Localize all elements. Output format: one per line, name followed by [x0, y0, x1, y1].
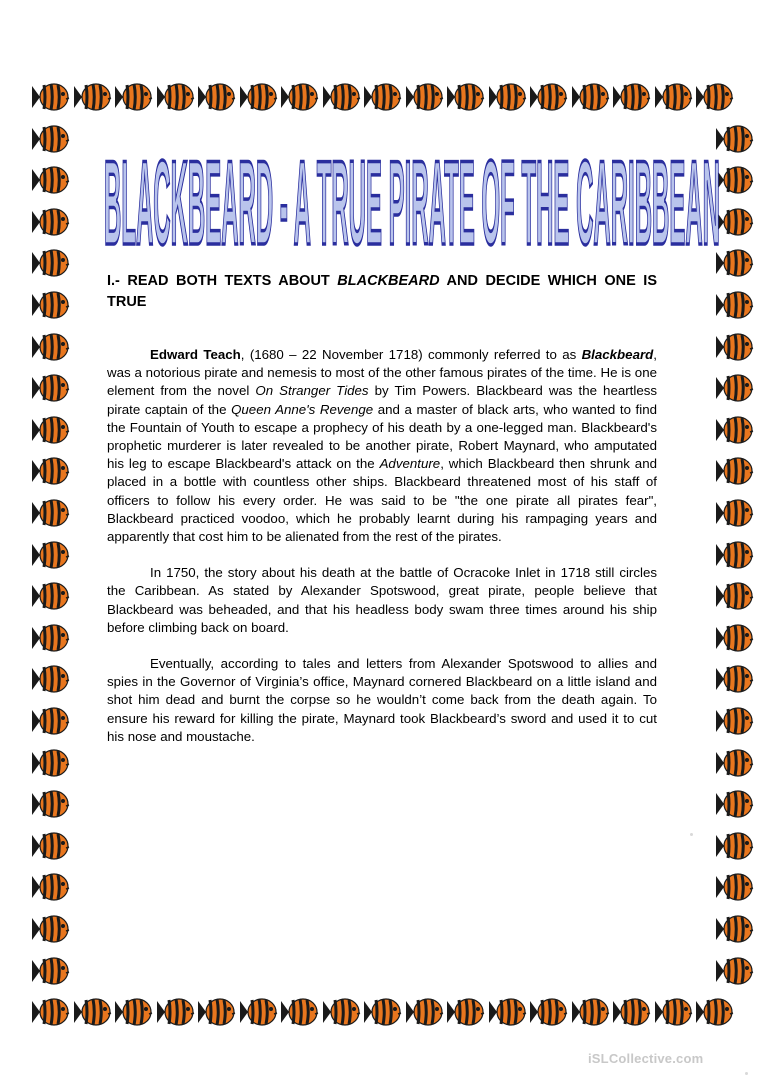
fish-icon	[404, 995, 444, 1029]
fish-icon	[487, 995, 527, 1029]
instruction-emphasis: BLACKBEARD	[337, 273, 440, 289]
fish-icon	[30, 288, 70, 322]
fish-icon	[113, 80, 153, 114]
fish-icon	[714, 579, 754, 613]
reading-text	[107, 346, 657, 764]
stray-dot	[690, 833, 693, 836]
fish-icon	[714, 538, 754, 572]
fish-icon	[155, 80, 195, 114]
fish-icon	[30, 621, 70, 655]
fish-icon	[72, 995, 112, 1029]
fish-icon	[714, 870, 754, 904]
instruction-prefix: I.- READ BOTH TEXTS ABOUT	[107, 273, 338, 289]
fish-icon	[445, 80, 485, 114]
fish-icon	[714, 746, 754, 780]
fish-icon	[714, 288, 754, 322]
paragraph-2: In 1750, the story about his death at the battle of Ocracoke Inlet in 1718 still circles the Caribbean. As stated by Alexander Spotswood, great pirate, people believe that Blackbeard was beheaded, and that his headless body swam three times around his ship before climbing back on board.	[107, 565, 657, 635]
fish-icon	[30, 579, 70, 613]
instruction-suffix: AND DECIDE WHICH ONE IS TRUE	[107, 273, 657, 310]
fish-icon	[279, 995, 319, 1029]
fish-icon	[714, 413, 754, 447]
fish-icon	[362, 995, 402, 1029]
fish-icon	[238, 995, 278, 1029]
alias-bold-italic: Blackbeard	[581, 347, 654, 362]
paragraph-1-text-e: , which Blackbeard then shrunk and placed in a bottle with countless other ships. Blackbeard threatened most of his staff of officers to follow his every order. He was said to be "the one pirate all pirates fear", Blackbeard practiced voodoo, which he probably learnt during his rampaging years and apparently that cost him to be alienated from the rest of the pirates.	[107, 456, 657, 545]
fish-icon	[487, 80, 527, 114]
fish-icon	[714, 330, 754, 364]
fish-icon	[570, 995, 610, 1029]
fish-icon	[714, 496, 754, 530]
fish-icon	[714, 246, 754, 280]
fish-icon	[714, 454, 754, 488]
fish-icon	[30, 496, 70, 530]
fish-icon	[30, 787, 70, 821]
fish-icon	[30, 80, 70, 114]
ship-name: Queen Anne's Revenge	[231, 401, 374, 417]
paragraph-1-text-d: and a master of black arts, who wanted to find the Fountain of Youth to escape a prophecy of his death by a one-legged man. Blackbeard's prophetic murderer is later revealed to be another pirate, Robert Maynard, who amputated his leg to escape Blackbeard's attack on the	[107, 401, 657, 472]
fish-icon	[570, 80, 610, 114]
fish-icon	[30, 912, 70, 946]
fish-icon	[694, 80, 734, 114]
fish-icon	[694, 995, 734, 1029]
fish-icon	[238, 80, 278, 114]
fish-icon	[714, 704, 754, 738]
fish-icon	[714, 122, 754, 156]
ship-name-2: Adventure	[379, 456, 441, 472]
fish-icon	[30, 829, 70, 863]
paragraph-3: Eventually, according to tales and letters from Alexander Spotswood to allies and spies in the Governor of Virginia’s office, Maynard cornered Blackbeard on a little island and shot him dead and burnt the corpse so he wouldn’t come back from the death again. To ensure his reward for killing the pirate, Maynard took Blackbeard’s sword and used it to cut his nose and moustache.	[107, 656, 657, 744]
worksheet-title	[104, 126, 720, 254]
fish-icon	[445, 995, 485, 1029]
fish-icon	[30, 662, 70, 696]
fish-icon	[611, 80, 651, 114]
fish-icon	[279, 80, 319, 114]
fish-icon	[30, 371, 70, 405]
fish-icon	[528, 80, 568, 114]
fish-icon	[30, 954, 70, 988]
fish-icon	[30, 704, 70, 738]
fish-icon	[196, 995, 236, 1029]
fish-icon	[30, 163, 70, 197]
fish-icon	[714, 954, 754, 988]
fish-icon	[653, 80, 693, 114]
fish-icon	[714, 829, 754, 863]
fish-icon	[714, 787, 754, 821]
fish-icon	[362, 80, 402, 114]
worksheet-title-text: BLACKBEARD - A TRUE PIRATE OF THE CARIBBEAN	[104, 136, 720, 254]
fish-icon	[113, 995, 153, 1029]
fish-icon	[196, 80, 236, 114]
fish-icon	[321, 80, 361, 114]
fish-icon	[72, 80, 112, 114]
paragraph-1-text-b: , was a notorious pirate and nemesis to most of the other famous pirates of the time. He is one element from the novel	[107, 347, 657, 399]
fish-icon	[155, 995, 195, 1029]
novel-title: On Stranger Tides	[255, 383, 369, 399]
fish-icon	[653, 995, 693, 1029]
fish-icon	[30, 330, 70, 364]
fish-icon	[714, 163, 754, 197]
fish-icon	[321, 995, 361, 1029]
fish-icon	[714, 621, 754, 655]
fish-icon	[404, 80, 444, 114]
fish-icon	[30, 122, 70, 156]
fish-icon	[714, 371, 754, 405]
paragraph-1	[107, 346, 657, 546]
fish-icon	[30, 538, 70, 572]
fish-icon	[30, 454, 70, 488]
paragraph-1-text-c: by Tim Powers. Blackbeard was the heartless pirate captain of the	[107, 383, 658, 417]
fish-icon	[30, 870, 70, 904]
site-watermark: iSLCollective.com	[588, 1051, 704, 1066]
stray-dot	[745, 1072, 748, 1075]
fish-icon	[714, 912, 754, 946]
name-bold: Edward Teach	[150, 347, 241, 362]
fish-icon	[528, 995, 568, 1029]
paragraph-1-text-a: , (1680 – 22 November 1718) commonly referred to as	[240, 347, 582, 362]
fish-icon	[714, 662, 754, 696]
fish-icon	[30, 413, 70, 447]
fish-icon	[30, 995, 70, 1029]
fish-icon	[30, 246, 70, 280]
fish-icon	[611, 995, 651, 1029]
fish-icon	[30, 746, 70, 780]
instruction-heading	[107, 271, 657, 313]
fish-icon	[30, 205, 70, 239]
fish-icon	[714, 205, 754, 239]
